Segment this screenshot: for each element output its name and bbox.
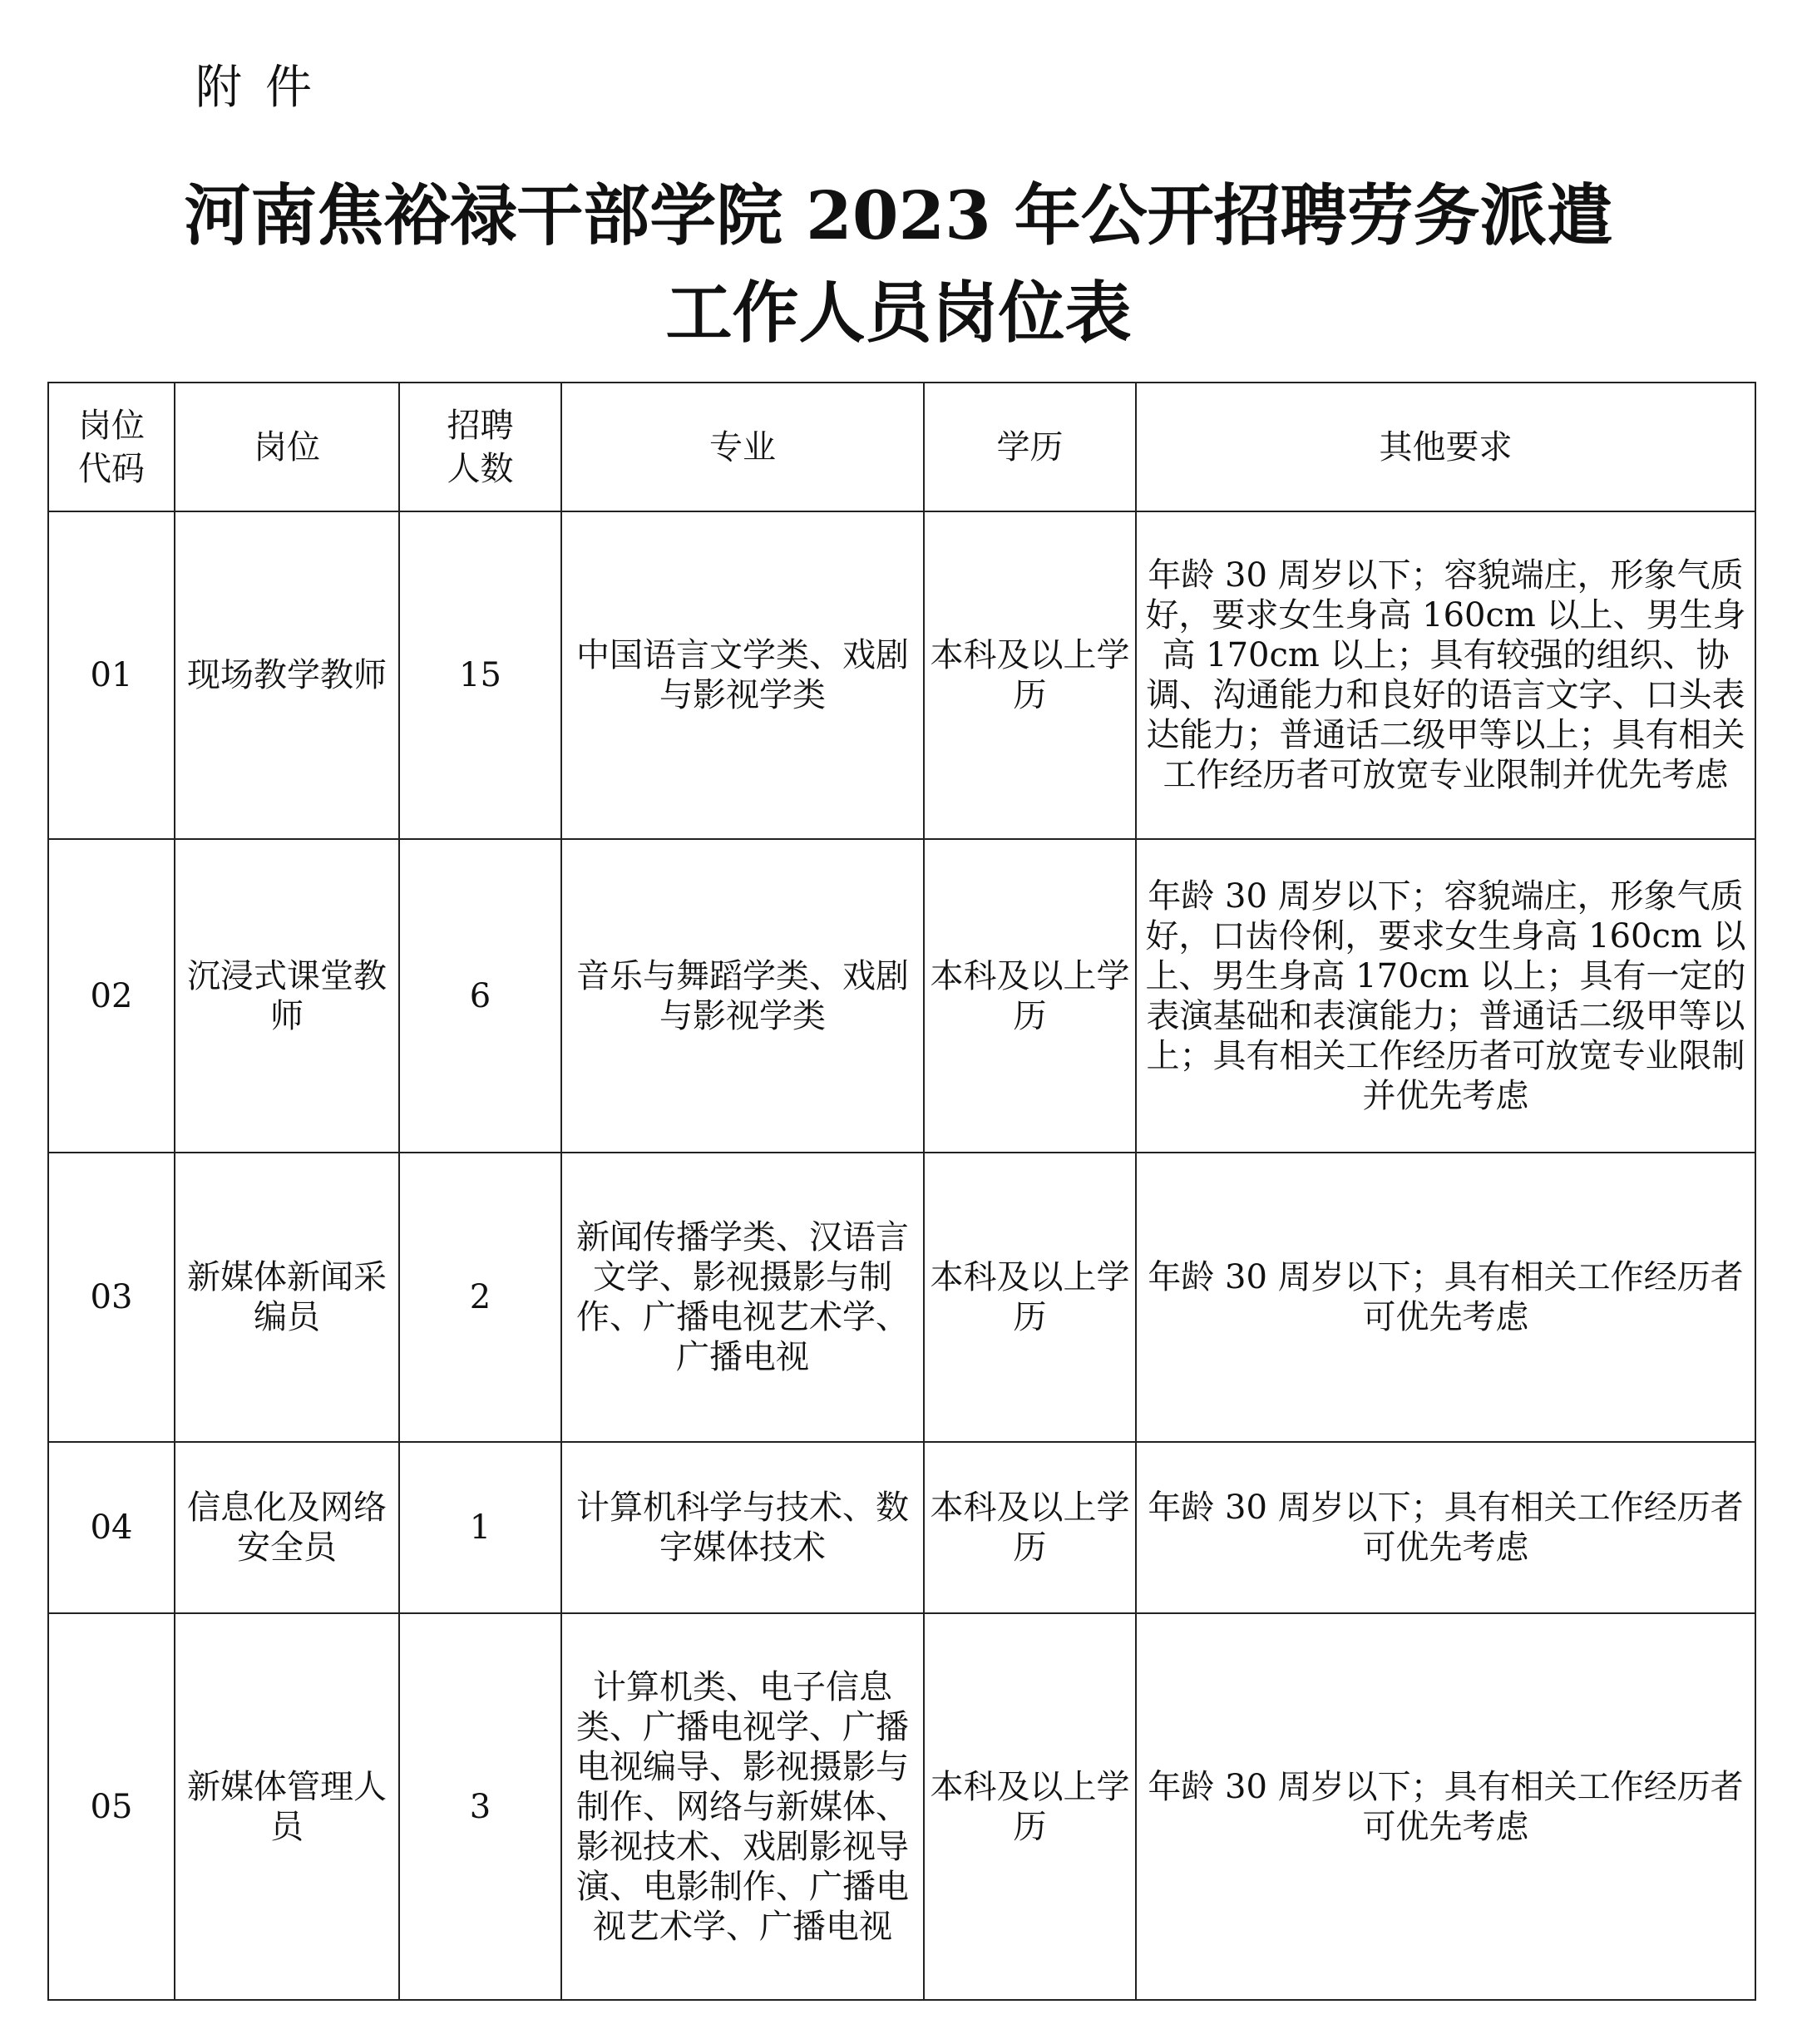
cell-other: 年龄 30 周岁以下；容貌端庄，形象气质好，口齿伶俐，要求女生身高 160cm 以上、男生身高 170cm 以上；具有一定的表演基础和表演能力；普通话二级甲等以上；具有相关工作经历者可放宽专业限制并优先考虑: [1136, 839, 1755, 1153]
cell-major: 中国语言文学类、戏剧与影视学类: [561, 511, 924, 839]
cell-other: 年龄 30 周岁以下；具有相关工作经历者可优先考虑: [1136, 1442, 1755, 1613]
cell-major: 新闻传播学类、汉语言文学、影视摄影与制作、广播电视艺术学、广播电视: [561, 1153, 924, 1442]
cell-count: 15: [399, 511, 561, 839]
header-major: 专业: [561, 383, 924, 511]
cell-education: 本科及以上学历: [924, 511, 1136, 839]
cell-position: 新媒体管理人员: [175, 1613, 399, 2000]
cell-other: 年龄 30 周岁以下；容貌端庄，形象气质好，要求女生身高 160cm 以上、男生身高 170cm 以上；具有较强的组织、协调、沟通能力和良好的语言文字、口头表达能力；普通话二级甲等以上；具有相关工作经历者可放宽专业限制并优先考虑: [1136, 511, 1755, 839]
header-code: 岗位代码: [48, 383, 175, 511]
cell-code: 04: [48, 1442, 175, 1613]
document-title-line-2: 工作人员岗位表: [665, 274, 1132, 352]
cell-position: 新媒体新闻采编员: [175, 1153, 399, 1442]
header-count: 招聘人数: [399, 383, 561, 511]
cell-major: 计算机类、电子信息类、广播电视学、广播电视编导、影视摄影与制作、网络与新媒体、影视技术、戏剧影视导演、电影制作、广播电视艺术学、广播电视: [561, 1613, 924, 2000]
cell-major: 音乐与舞蹈学类、戏剧与影视学类: [561, 839, 924, 1153]
table-row: [48, 511, 1755, 839]
cell-major: 计算机科学与技术、数字媒体技术: [561, 1442, 924, 1613]
cell-code: 03: [48, 1153, 175, 1442]
attachment-label: 附件: [195, 61, 335, 115]
cell-position: 信息化及网络安全员: [175, 1442, 399, 1613]
cell-other: 年龄 30 周岁以下；具有相关工作经历者可优先考虑: [1136, 1153, 1755, 1442]
cell-other: 年龄 30 周岁以下；具有相关工作经历者可优先考虑: [1136, 1613, 1755, 2000]
cell-count: 3: [399, 1613, 561, 2000]
cell-count: 6: [399, 839, 561, 1153]
table-header-row: [48, 383, 1755, 511]
cell-code: 01: [48, 511, 175, 839]
header-position: 岗位: [175, 383, 399, 511]
table-row: [48, 1613, 1755, 2000]
cell-education: 本科及以上学历: [924, 1442, 1136, 1613]
cell-education: 本科及以上学历: [924, 839, 1136, 1153]
cell-position: 现场教学教师: [175, 511, 399, 839]
cell-education: 本科及以上学历: [924, 1613, 1136, 2000]
cell-education: 本科及以上学历: [924, 1153, 1136, 1442]
table-row: [48, 839, 1755, 1153]
header-education: 学历: [924, 383, 1136, 511]
cell-count: 2: [399, 1153, 561, 1442]
cell-position: 沉浸式课堂教师: [175, 839, 399, 1153]
document-title-line-1: 河南焦裕禄干部学院 2023 年公开招聘劳务派遣: [184, 176, 1613, 254]
table-row: [48, 1442, 1755, 1613]
cell-count: 1: [399, 1442, 561, 1613]
header-other: 其他要求: [1136, 383, 1755, 511]
cell-code: 05: [48, 1613, 175, 2000]
positions-table: [47, 382, 1756, 2001]
cell-code: 02: [48, 839, 175, 1153]
table-row: [48, 1153, 1755, 1442]
